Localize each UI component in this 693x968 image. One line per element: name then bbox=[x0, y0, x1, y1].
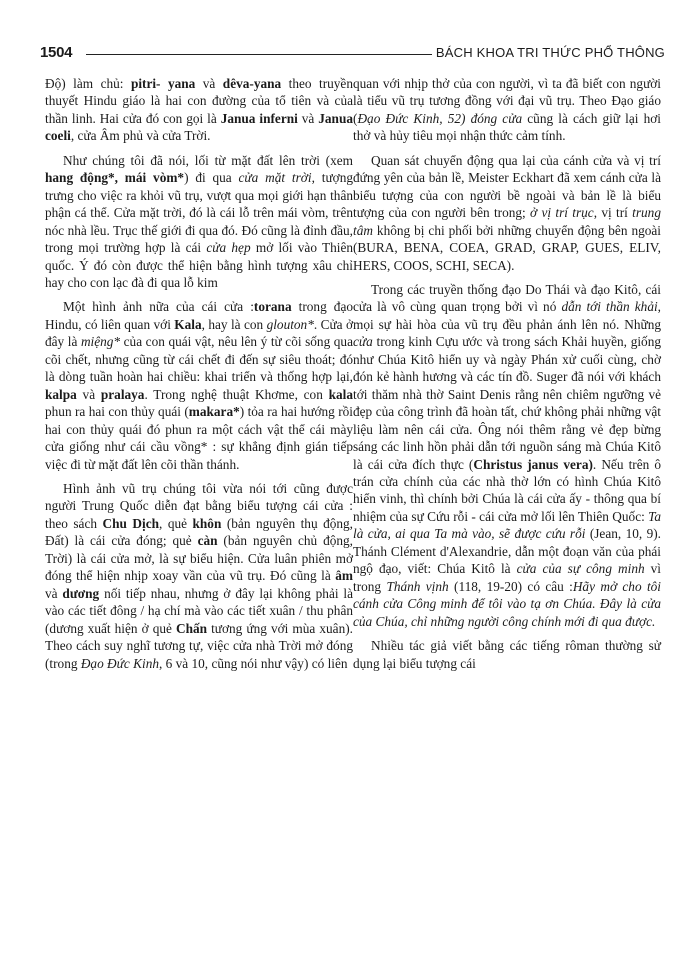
italic-text: cửa của sự công minh bbox=[516, 561, 645, 577]
text-run: (118, 19-20) có câu : bbox=[448, 578, 573, 594]
text-run: và bbox=[45, 585, 63, 601]
text-run: theo truyền thuyết Hindu giáo là hai con đường của tổ tiên và của thần linh. Hai cửa đó con gọi là bbox=[45, 76, 353, 126]
text-run: trong đạo Hindu, có liên quan với bbox=[45, 299, 354, 332]
italic-text: cửa bbox=[353, 334, 373, 350]
bold-term: Kala bbox=[174, 316, 202, 332]
text-run: , tượng trưng cho việc ra khỏi vũ trụ, vượt qua mọi giới hạn thân phận cá thể. Cửa mặt trời, đó là cái lỗ trên mái vòm, trên nóc nhà lều. Trục thế giới đi qua đó. Đó cũng là đỉnh đầu, trong mọi trường hợp là cái bbox=[45, 170, 353, 256]
header-rule bbox=[86, 54, 432, 55]
text-run: . Trong nghệ thuật Khơme, con bbox=[144, 386, 329, 402]
text-run: ) đi qua bbox=[184, 170, 239, 186]
italic-text: cửa hẹp bbox=[206, 240, 251, 256]
text-run: cũng là cách giữ lại hơi thở và hủy tiêu mọi nhận thức cảm tính. bbox=[353, 110, 661, 144]
text-run: và bbox=[297, 110, 319, 126]
bold-term: kalpa bbox=[45, 386, 77, 402]
page-header bbox=[40, 44, 665, 66]
text-run: (bản nguyên thụ động, Đất) là cái cửa đóng; quẻ bbox=[45, 515, 354, 549]
italic-text: dẫn tới thần khải bbox=[561, 299, 658, 315]
paragraph bbox=[353, 637, 661, 672]
text-run: Một hình ảnh nữa của cái cửa : bbox=[63, 299, 254, 315]
text-run: tương ứng với mùa xuân). Theo cách suy nghĩ tương tự, việc cửa nhà Trời mở đóng (trong bbox=[45, 620, 353, 671]
text-run: của con quái vật, nêu lên ý từ cõi sống qua cõi chết, nhưng cũng từ cái chết đi đến sự siêu thoát; đó là dòng tuần hoàn hai chiều: khai triển và thống hợp lại, bbox=[45, 334, 353, 385]
text-run: , cửa Âm phủ và cửa Trời. bbox=[70, 128, 211, 144]
text-run: , vị trí bbox=[593, 205, 633, 221]
italic-text: miệng* bbox=[80, 334, 121, 350]
text-run: Độ) làm chủ: bbox=[45, 76, 131, 91]
paragraph bbox=[45, 152, 353, 292]
text-run: Quan sát chuyển động qua lại của cánh cửa và vị trí đứng yên của bản lề, Meister Eckhart đã xem cánh cửa là biểu tượng của con người bề ngoài và bản lề là biểu tượng của con người bên trong; bbox=[353, 152, 661, 221]
text-run: trong kinh Cựu ước và trong sách Khải huyền, giống như Chúa Kitô hiển uy và ngày Phán xử cuối cùng, chờ đón kẻ hành hương và các tín đồ. Suger đã nói với khách tới thăm nhà thờ Saint Denis rằng nên chiêm ngưỡng vẻ đẹp của công trình đã hoàn tất, chứ không phải những vật liệu làm nên cái cửa. Ông nói thêm rằng vẻ đẹp bừng sáng các linh hồn phải dẫn tới nguồn sáng mà Chúa Kitô là cái cửa đích thực ( bbox=[353, 334, 661, 472]
text-run: ) tỏa ra hai hướng rồi hai con thủy quái đó phun ra một cách vật thể cái mày cửa giống như cái cầu vồng* : sự khẳng định gián tiếp việc đi từ mặt đất lên cõi thần thánh. bbox=[45, 404, 353, 472]
italic-text: ở vị trí trục bbox=[530, 205, 594, 221]
bold-term: hang động*, mái vòm* bbox=[45, 170, 185, 186]
bold-term: makara* bbox=[188, 404, 240, 420]
italic-text: Đạo Đức Kinh, 52) đóng cửa bbox=[357, 110, 523, 126]
text-run: , hay là con bbox=[201, 316, 267, 332]
right-column bbox=[353, 75, 661, 672]
bold-term: pitri- yana bbox=[130, 76, 196, 91]
bold-term: Chấn bbox=[175, 620, 208, 636]
bold-term: dêva-yana bbox=[222, 76, 282, 91]
text-run: vì trong bbox=[353, 561, 662, 594]
italic-text: Đạo Đức Kinh bbox=[80, 655, 159, 671]
bold-term: torana bbox=[253, 299, 292, 315]
bold-term: Janua coeli bbox=[45, 110, 353, 144]
text-run: Trong các truyền thống đạo Do Thái và đạo Kitô, cái cửa là vô cùng quan trọng bởi vì nó bbox=[353, 281, 661, 315]
paragraph bbox=[353, 281, 661, 630]
running-title: BÁCH KHOA TRI THỨC PHỔ THÔNG bbox=[435, 45, 665, 60]
bold-term: khôn bbox=[192, 515, 222, 531]
paragraph bbox=[45, 298, 353, 473]
page-number: 1504 bbox=[40, 44, 73, 61]
bold-term: kala bbox=[328, 386, 354, 402]
italic-text: trung tâm bbox=[353, 205, 661, 238]
bold-term: dương bbox=[62, 585, 100, 601]
text-run: và bbox=[195, 76, 223, 91]
text-run: Hình ảnh vũ trụ chúng tôi vừa nói tới cũng được người Trung Quốc diễn đạt bằng biểu tượng cái cửa : theo sách bbox=[45, 480, 353, 531]
italic-text: Ta là cửa, ai qua Ta mà vào, sẽ được cứu rỗi bbox=[353, 508, 661, 542]
paragraph bbox=[45, 480, 353, 672]
text-run: . Cửa ở đây là bbox=[45, 316, 353, 350]
text-run: mở lối vào Thiên quốc. Ý đó còn được thể hiện bằng hình tượng xâu chỉ hay cho con lạc đà đi qua lỗ kim bbox=[45, 240, 354, 290]
text-run: không bị chi phối bởi những chuyển động bên ngoài (BURA, BENA, COEA, GRAD, GRAP, GUES, ELIV, HERS, COOS, SCHI, SECA). bbox=[353, 222, 661, 273]
text-run: , quẻ bbox=[159, 515, 193, 531]
bold-term: âm bbox=[335, 568, 353, 584]
text-run: . Nếu trên ô trán cửa chính của các nhà thờ lớn có hình Chúa Kitô hiển vinh, thì chính bởi Chúa là cái cửa ấy - thông qua bí nhiệm của sự Cứu rỗi - cái cửa mở lối lên Thiên Quốc: bbox=[353, 456, 661, 524]
paragraph bbox=[45, 75, 353, 145]
paragraph bbox=[353, 152, 661, 274]
text-run: , mọi sự hài hòa của vũ trụ đều phản ánh lên nó. Những bbox=[353, 299, 661, 332]
italic-text: glouton* bbox=[266, 316, 314, 332]
italic-text: Hãy mở cho tôi cánh cửa Công minh để tôi vào tạ ơn Chúa. Đây là cửa của Chúa, chỉ những người công chính mới đi qua được. bbox=[353, 578, 661, 629]
bold-term: càn bbox=[197, 533, 218, 549]
italic-text: Thánh vịnh bbox=[386, 578, 449, 594]
bold-term: Chu Dịch bbox=[102, 515, 159, 531]
text-run: Nhiều tác giả viết bằng các tiếng rôman thường sử dụng lại biểu tượng cái bbox=[353, 638, 661, 671]
text-run: Như chúng tôi đã nói, lối từ mặt đất lên trời (xem bbox=[63, 152, 353, 168]
text-run: quan với nhịp thở của con người, vì ta đã biết con người là tiểu vũ trụ tương đồng với đại vũ trụ. Theo Đạo giáo ( bbox=[353, 76, 661, 126]
text-run: (Jean, 10, 9). Thánh Clément d'Alexandrie, dẫn một đoạn văn của phái ngộ đạo, viết: Chúa Kitô là bbox=[353, 526, 661, 577]
bold-term: Christus janus vera) bbox=[473, 456, 593, 472]
left-column bbox=[45, 75, 353, 672]
italic-text: cửa mặt trời bbox=[238, 170, 312, 186]
text-run: , 6 và 10, cũng nói như vậy) có liên bbox=[159, 655, 348, 671]
text-run: và bbox=[76, 386, 101, 402]
text-run: nối tiếp nhau, nhưng ở đây lại không phải là vào các tiết đông / hạ chí mà vào các tiết xuân / thu phân (dương xuất hiện ở quẻ bbox=[45, 585, 353, 636]
paragraph bbox=[353, 75, 661, 145]
bold-term: pralaya bbox=[100, 386, 145, 402]
text-run: (bản nguyên chủ động, Trời) là cái cửa mở, là sự biểu hiện. Cửa luân phiên mở đóng thể hiện nhịp xoay vần của vũ trụ. Đó cũng là bbox=[45, 533, 353, 584]
text-run: phun ra hai con thủy quái ( bbox=[45, 404, 189, 420]
bold-term: Janua inferni bbox=[220, 110, 298, 126]
